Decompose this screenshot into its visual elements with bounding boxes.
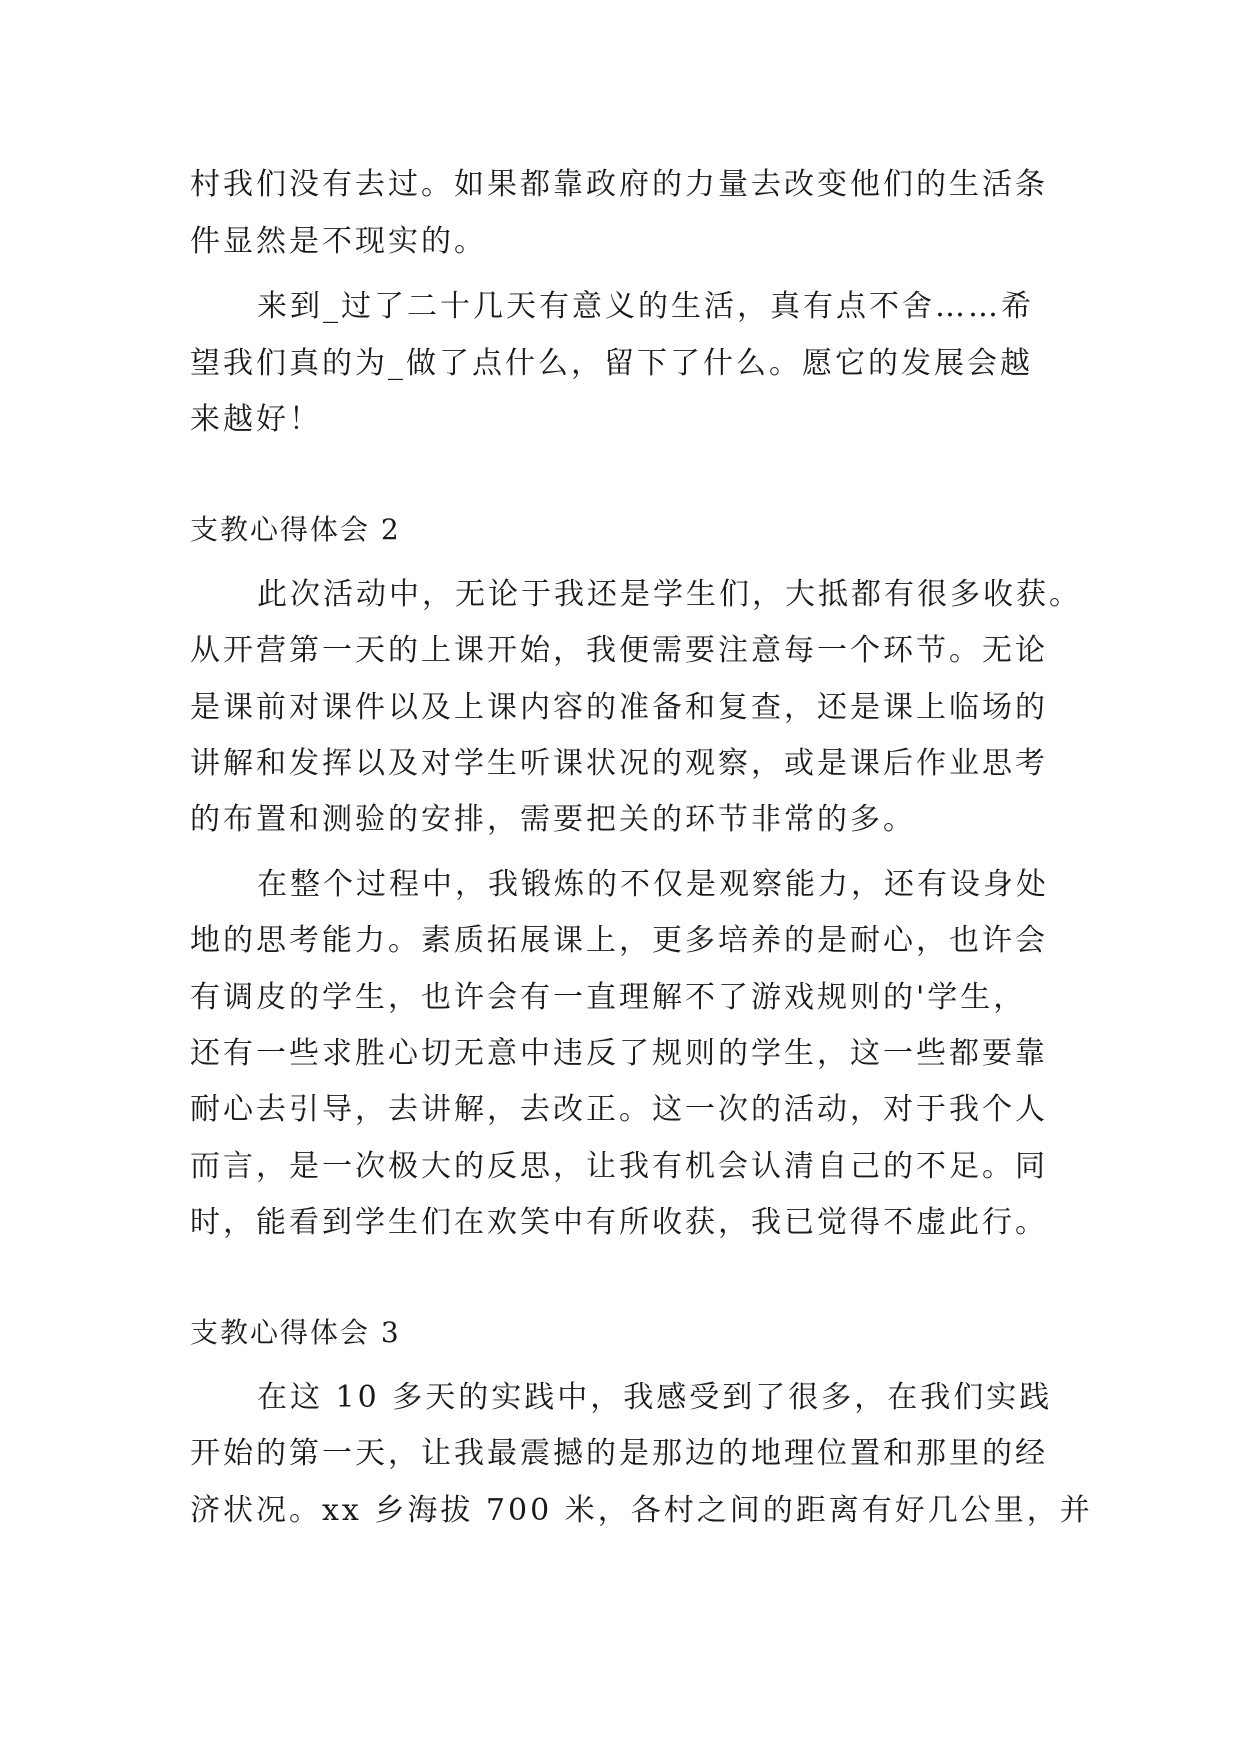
text-line: 是课前对课件以及上课内容的准备和复查，还是课上临场的 [190,690,1048,725]
text-line: 从开营第一天的上课开始，我便需要注意每一个环节。无论 [190,633,1048,668]
text-line: 村我们没有去过。如果都靠政府的力量去改变他们的生活条 [190,167,1048,202]
paragraph-start-line: 在这 10 多天的实践中，我感受到了很多，在我们实践 [257,1380,1053,1415]
text-line: 望我们真的为_做了点什么，留下了什么。愿它的发展会越 [190,346,1033,381]
paragraph-start-line: 此次活动中，无论于我还是学生们，大抵都有很多收获。 [257,577,1082,612]
text-line: 的布置和测验的安排，需要把关的环节非常的多。 [190,802,916,837]
text-line: 来越好！ [190,402,322,437]
text-line: 开始的第一天，让我最震撼的是那边的地理位置和那里的经 [190,1436,1048,1471]
text-line: 而言，是一次极大的反思，让我有机会认清自己的不足。同 [190,1149,1048,1184]
text-line: 还有一些求胜心切无意中违反了规则的学生，这一些都要靠 [190,1036,1048,1071]
text-line: 件显然是不现实的。 [190,224,487,259]
text-line: 讲解和发挥以及对学生听课状况的观察，或是课后作业思考 [190,746,1048,781]
text-line: 济状况。xx 乡海拔 700 米，各村之间的距离有好几公里，并 [190,1493,1093,1528]
section-heading: 支教心得体会 3 [190,1316,401,1349]
text-line: 时，能看到学生们在欢笑中有所收获，我已觉得不虚此行。 [190,1205,1048,1240]
text-line: 耐心去引导，去讲解，去改正。这一次的活动，对于我个人 [190,1092,1048,1127]
section-heading: 支教心得体会 2 [190,513,401,546]
paragraph-start-line: 在整个过程中，我锻炼的不仅是观察能力，还有设身处 [257,867,1049,902]
text-line: 有调皮的学生，也许会有一直理解不了游戏规则的'学生， [190,980,1027,1015]
text-line: 地的思考能力。素质拓展课上，更多培养的是耐心，也许会 [190,923,1048,958]
paragraph-start-line: 来到_过了二十几天有意义的生活，真有点不舍……希 [257,289,1034,324]
